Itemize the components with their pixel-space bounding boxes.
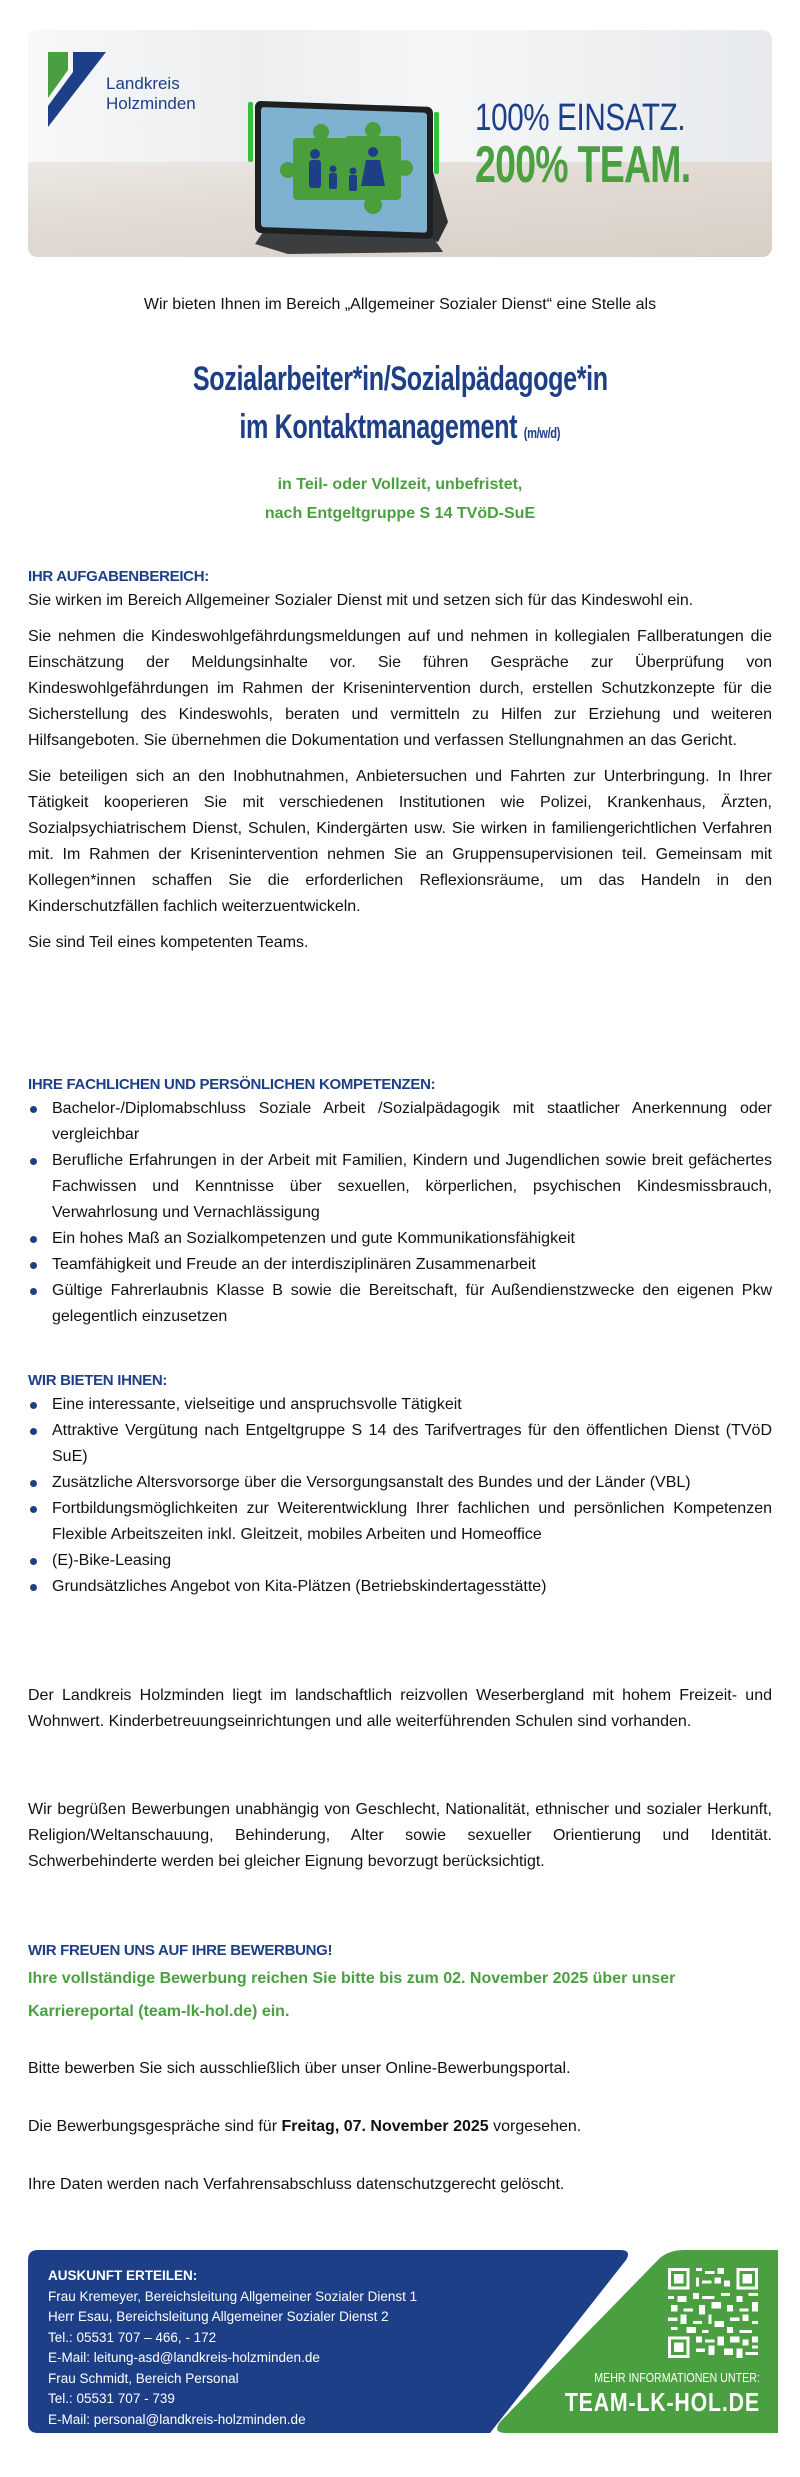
diversity-text: Wir begrüßen Bewerbungen unabhängig von Geschlecht, Nationalität, ethnischer und sozialer Herkunft, Religion/Weltanschauung, Behinderung, Alter sowie sexueller Orientierung und Identität. Schwerbehinderte werden bei gleicher Eignung bevorzugt berücksichtigt. — [28, 1801, 772, 1870]
list-item — [28, 1252, 772, 1278]
website-link[interactable]: TEAM-LK-HOL.DE — [564, 2387, 760, 2417]
list-item-text: Grundsätzliches Angebot von Kita-Plätzen (Betriebskindertagesstätte) — [52, 1578, 547, 1595]
tasks-paragraph: Sie beteiligen sich an den Inobhutnahmen, Anbietersuchen und Fahrten zur Unterbringung. In Ihrer Tätigkeit kooperieren Sie mit verschiedenen Institutionen wie Polizei, Krankenhaus, Ärzten, Sozialpsychiatrischem Dienst, Schulen, Kindergärten usw. Sie wirken in familiengerichtlichen Verfahren mit. Im Rahmen der Krisenintervention nehmen Sie an Gruppensupervisionen teil. Gemeinsam mit Kollegen*innen schaffen Sie die erforderlichen Reflexionsräume, um das Handeln in den Kinderschutzfällen fachlich weiterzuentwickeln. — [28, 768, 772, 915]
list-item-text: Eine interessante, vielseitige und anspruchsvolle Tätigkeit — [52, 1396, 462, 1413]
bullet-icon — [30, 1480, 37, 1487]
list-item — [28, 1548, 772, 1574]
tasks-paragraph: Sie wirken im Bereich Allgemeiner Sozialer Dienst mit und setzen sich für das Kindeswohl ein. — [28, 592, 694, 609]
bullet-icon — [30, 1106, 37, 1113]
region-text: Der Landkreis Holzminden liegt im landschaftlich reizvollen Weserbergland mit hohem Freizeit- und Wohnwert. Kinderbetreuungseinrichtungen und alle weiterführenden Schulen sind vorhanden. — [28, 1687, 772, 1730]
list-item-text: Ein hohes Maß an Sozialkompetenzen und gute Kommunikationsfähigkeit — [52, 1230, 575, 1247]
list-item — [28, 1574, 772, 1600]
slogan-line-1: 100% EINSATZ. — [475, 97, 686, 139]
list-item — [28, 1278, 772, 1330]
list-item — [28, 1226, 772, 1252]
interview-prefix: Die Bewerbungsgespräche sind für — [28, 2118, 282, 2135]
application-heading: WIR FREUEN UNS AUF IHRE BEWERBUNG! — [28, 1942, 333, 1959]
tablet-family-puzzle-image — [233, 72, 468, 257]
contact-line: Frau Kremeyer, Bereichsleitung Allgemeiner Sozialer Dienst 1 — [48, 2288, 418, 2304]
list-item-text: Teamfähigkeit und Freude an der interdisziplinären Zusammenarbeit — [52, 1256, 536, 1273]
application-section — [28, 1940, 772, 2028]
list-item-text: Zusätzliche Altersvorsorge über die Versorgungsanstalt des Bundes und der Länder (VBL) — [52, 1474, 691, 1491]
landkreis-logo-icon — [46, 50, 106, 128]
slogan-line-2: 200% TEAM. — [475, 136, 691, 194]
logo-line-2: Holzminden — [106, 94, 196, 113]
header-banner — [28, 30, 772, 257]
job-title-line-2-text: im Kontaktmanagement — [239, 408, 518, 446]
gender-note: (m/w/d) — [524, 425, 561, 442]
contact-heading: AUSKUNFT ERTEILEN: — [48, 2268, 198, 2283]
application-deadline: Ihre vollständige Bewerbung reichen Sie bitte bis zum 02. November 2025 über unser Karriereportal (team-lk-hol.de) ein. — [28, 1970, 676, 2020]
job-subtitle — [0, 470, 800, 528]
contact-info — [48, 2266, 417, 2430]
interview-note — [28, 2114, 772, 2140]
portal-note: Bitte bewerben Sie sich ausschließlich über unser Online-Bewerbungsportal. — [28, 2060, 571, 2077]
job-subtitle-line-2: nach Entgeltgruppe S 14 TVöD-SuE — [264, 505, 536, 522]
qr-code-icon[interactable] — [668, 2268, 758, 2358]
list-item — [28, 1496, 772, 1548]
job-subtitle-line-1: in Teil- oder Vollzeit, unbefristet, — [277, 476, 523, 493]
list-item-text: Gültige Fahrerlaubnis Klasse B sowie die Bereitschaft, für Außendienstzwecke den eigenen Pkw gelegentlich einzusetzen — [52, 1282, 772, 1325]
more-info-label: MEHR INFORMATIONEN UNTER: — [594, 2370, 760, 2385]
bullet-icon — [30, 1428, 37, 1435]
contact-line: Herr Esau, Bereichsleitung Allgemeiner Sozialer Dienst 2 — [48, 2309, 389, 2324]
tasks-paragraph: Sie sind Teil eines kompetenten Teams. — [28, 934, 309, 951]
offer-heading: WIR BIETEN IHNEN: — [28, 1372, 168, 1389]
tasks-section — [28, 566, 772, 966]
offer-list — [28, 1392, 772, 1600]
tasks-paragraph: Sie nehmen die Kindeswohlgefährdungsmeldungen auf und nehmen in kollegialen Fallberatungen die Einschätzung der Meldungsinhalte vor. Sie führen Gespräche zur Überprüfung von Kindeswohlgefährdungen im Rahmen der Krisenintervention durch, erstellen Schutzkonzepte für die Sicherstellung des Kindeswohls, beraten und vermitteln zu Hilfen zur Erziehung und weiteren Hilfsangeboten. Sie übernehmen die Dokumentation und verfassen Stellungnahmen an das Gericht. — [28, 628, 772, 749]
list-item-text: Berufliche Erfahrungen in der Arbeit mit Familien, Kindern und Jugendlichen sowie breit gefächertes Fachwissen und Kenntnisse über sexuellen, körperlichen, psychischen Kindesmissbrauch, Verwahrlosung und Vernachlässigung — [52, 1152, 772, 1221]
job-title-line-1: Sozialarbeiter*in/Sozialpädagoge*in — [192, 360, 608, 398]
bullet-icon — [30, 1402, 37, 1409]
list-item — [28, 1096, 772, 1148]
bullet-icon — [30, 1236, 37, 1243]
contact-line: Frau Schmidt, Bereich Personal — [48, 2370, 239, 2386]
competences-list — [28, 1096, 772, 1330]
contact-email[interactable]: E-Mail: personal@landkreis-holzminden.de — [48, 2411, 306, 2427]
bullet-icon — [30, 1158, 37, 1165]
list-item-text: Attraktive Vergütung nach Entgeltgruppe S 14 des Tarifvertrages für den öffentlichen Dienst (TVöD SuE) — [52, 1422, 772, 1465]
list-item — [28, 1392, 772, 1418]
list-item — [28, 1148, 772, 1226]
more-info — [522, 2370, 760, 2419]
job-title — [0, 355, 800, 458]
bullet-icon — [30, 1558, 37, 1565]
bullet-icon — [30, 1262, 37, 1269]
list-item-text: (E)-Bike-Leasing — [52, 1552, 172, 1569]
contact-phone: Tel.: 05531 707 - 739 — [48, 2391, 175, 2406]
privacy-note: Ihre Daten werden nach Verfahrensabschluss datenschutzgerecht gelöscht. — [28, 2176, 565, 2193]
list-item — [28, 1470, 772, 1496]
logo-text — [106, 74, 196, 114]
intro-text: Wir bieten Ihnen im Bereich „Allgemeiner Sozialer Dienst“ eine Stelle als — [143, 296, 657, 313]
list-item-text: Fortbildungsmöglichkeiten zur Weiterentwicklung Ihrer fachlichen und persönlichen Kompetenzen Flexible Arbeitszeiten inkl. Gleitzeit, mobiles Arbeiten und Homeoffice — [52, 1500, 772, 1543]
competences-heading: IHRE FACHLICHEN UND PERSÖNLICHEN KOMPETENZEN: — [28, 1076, 436, 1093]
bullet-icon — [30, 1506, 37, 1513]
interview-suffix: vorgesehen. — [488, 2118, 582, 2135]
offer-section — [28, 1370, 772, 1600]
contact-box — [28, 2250, 778, 2433]
contact-email[interactable]: E-Mail: leitung-asd@landkreis-holzminden.de — [48, 2350, 320, 2365]
list-item-text: Bachelor-/Diplomabschluss Soziale Arbeit /Sozialpädagogik mit staatlicher Anerkennung oder vergleichbar — [52, 1100, 772, 1143]
contact-phone: Tel.: 05531 707 – 466, - 172 — [48, 2329, 217, 2345]
job-title-line-2 — [240, 403, 561, 458]
list-item — [28, 1418, 772, 1470]
bullet-icon — [30, 1584, 37, 1591]
slogan — [475, 98, 772, 192]
bullet-icon — [30, 1288, 37, 1295]
competences-section — [28, 1074, 772, 1330]
interview-date: Freitag, 07. November 2025 — [281, 2118, 489, 2135]
tasks-heading: IHR AUFGABENBEREICH: — [28, 568, 209, 585]
logo-line-1: Landkreis — [106, 74, 180, 93]
